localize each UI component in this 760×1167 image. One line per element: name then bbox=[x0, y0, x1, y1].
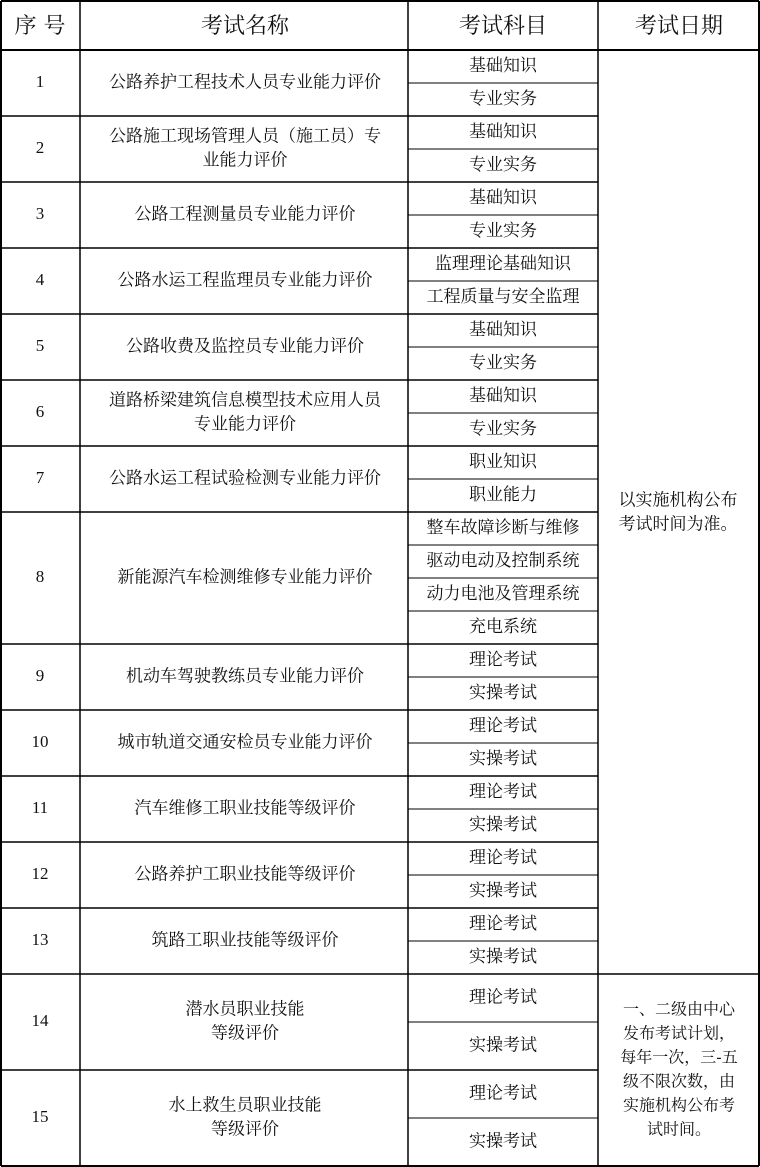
row-number: 15 bbox=[31, 1106, 49, 1126]
row-number: 6 bbox=[35, 401, 45, 421]
exam-subject: 理论考试 bbox=[469, 782, 537, 802]
exam-name: 等级评价 bbox=[211, 1119, 279, 1140]
row-number: 7 bbox=[35, 467, 45, 487]
header-exam-name: 考试名称 bbox=[200, 14, 290, 39]
exam-subject: 专业实务 bbox=[469, 221, 537, 241]
exam-subject: 驱动电动及控制系统 bbox=[426, 551, 580, 571]
exam-subject: 实操考试 bbox=[469, 815, 537, 835]
row-number: 4 bbox=[35, 269, 45, 289]
exam-subject: 实操考试 bbox=[469, 881, 537, 901]
exam-name: 水上救生员职业技能 bbox=[168, 1095, 322, 1116]
exam-subject: 专业实务 bbox=[469, 419, 537, 439]
exam-subject: 理论考试 bbox=[469, 987, 537, 1008]
exam-subject: 基础知识 bbox=[469, 386, 537, 406]
row-number: 14 bbox=[31, 1010, 49, 1030]
date-note-line: 级不限次数，由 bbox=[622, 1071, 736, 1091]
header-seq: 序 号 bbox=[14, 14, 66, 39]
date-note-line: 考试时间为准。 bbox=[618, 514, 738, 535]
exam-name: 汽车维修工职业技能等级评价 bbox=[134, 798, 356, 819]
row-number: 10 bbox=[31, 731, 49, 751]
exam-subject: 工程质量与安全监理 bbox=[426, 287, 580, 307]
exam-subject: 动力电池及管理系统 bbox=[426, 584, 580, 604]
date-note-line: 实施机构公布考 bbox=[622, 1095, 736, 1115]
exam-subject: 职业知识 bbox=[469, 452, 537, 472]
exam-subject: 专业实务 bbox=[469, 155, 537, 175]
date-note-line: 试时间。 bbox=[646, 1119, 712, 1139]
row-number: 12 bbox=[31, 863, 49, 883]
header-exam-subject: 考试科目 bbox=[458, 14, 548, 39]
exam-name: 公路水运工程监理员专业能力评价 bbox=[117, 270, 373, 291]
exam-subject: 职业能力 bbox=[469, 485, 537, 505]
header-row bbox=[15, 14, 724, 39]
exam-name: 专业能力评价 bbox=[194, 414, 296, 435]
exam-subject: 专业实务 bbox=[469, 353, 537, 373]
exam-name: 公路水运工程试验检测专业能力评价 bbox=[109, 468, 381, 489]
exam-subject: 实操考试 bbox=[469, 683, 537, 703]
exam-subject: 整车故障诊断与维修 bbox=[426, 518, 580, 538]
row-number: 5 bbox=[35, 335, 45, 355]
exam-subject: 实操考试 bbox=[469, 749, 537, 769]
date-column bbox=[619, 491, 738, 1139]
row-number: 8 bbox=[35, 566, 45, 586]
exam-name: 城市轨道交通安检员专业能力评价 bbox=[117, 732, 373, 753]
exam-subject: 理论考试 bbox=[469, 650, 537, 670]
exam-subject: 实操考试 bbox=[469, 1035, 537, 1056]
exam-name: 新能源汽车检测维修专业能力评价 bbox=[117, 567, 373, 588]
exam-subject: 理论考试 bbox=[469, 1083, 537, 1104]
row-number: 11 bbox=[31, 797, 49, 817]
exam-name: 筑路工职业技能等级评价 bbox=[151, 930, 339, 951]
exam-subject: 理论考试 bbox=[469, 914, 537, 934]
exam-name: 公路施工现场管理人员（施工员）专 bbox=[109, 126, 381, 147]
exam-name: 道路桥梁建筑信息模型技术应用人员 bbox=[109, 390, 381, 411]
exam-subject: 理论考试 bbox=[469, 848, 537, 868]
date-note-line: 每年一次，三-五 bbox=[620, 1047, 738, 1067]
exam-name: 潜水员职业技能 bbox=[185, 999, 305, 1020]
row-number: 9 bbox=[35, 665, 45, 685]
table-grid bbox=[1, 1, 759, 1166]
exam-subject: 基础知识 bbox=[469, 188, 537, 208]
exam-name: 等级评价 bbox=[211, 1023, 279, 1044]
row-number: 1 bbox=[35, 71, 45, 91]
exam-subject: 专业实务 bbox=[469, 89, 537, 109]
exam-name: 公路收费及监控员专业能力评价 bbox=[126, 336, 364, 357]
table-body bbox=[32, 56, 580, 1152]
date-note-line: 发布考试计划， bbox=[622, 1023, 736, 1043]
exam-subject: 理论考试 bbox=[469, 716, 537, 736]
date-note bbox=[619, 491, 738, 535]
exam-subject: 充电系统 bbox=[469, 617, 537, 637]
header-exam-date: 考试日期 bbox=[634, 14, 724, 39]
exam-subject: 实操考试 bbox=[469, 947, 537, 967]
exam-name: 机动车驾驶教练员专业能力评价 bbox=[126, 666, 364, 687]
row-number: 2 bbox=[35, 137, 45, 157]
exam-name: 业能力评价 bbox=[202, 150, 288, 171]
exam-subject: 实操考试 bbox=[469, 1131, 537, 1152]
date-note-line: 一、二级由中心 bbox=[622, 999, 736, 1019]
exam-subject: 基础知识 bbox=[469, 122, 537, 142]
row-number: 3 bbox=[35, 203, 45, 223]
exam-subject: 基础知识 bbox=[469, 320, 537, 340]
date-note-line: 以实施机构公布 bbox=[618, 490, 738, 511]
exam-name: 公路养护工职业技能等级评价 bbox=[134, 864, 356, 885]
row-number: 13 bbox=[31, 929, 49, 949]
exam-name: 公路工程测量员专业能力评价 bbox=[134, 204, 356, 225]
date-note bbox=[620, 1000, 737, 1139]
exam-name: 公路养护工程技术人员专业能力评价 bbox=[109, 72, 381, 93]
exam-subject: 监理理论基础知识 bbox=[435, 254, 571, 274]
exam-subject: 基础知识 bbox=[469, 56, 537, 76]
